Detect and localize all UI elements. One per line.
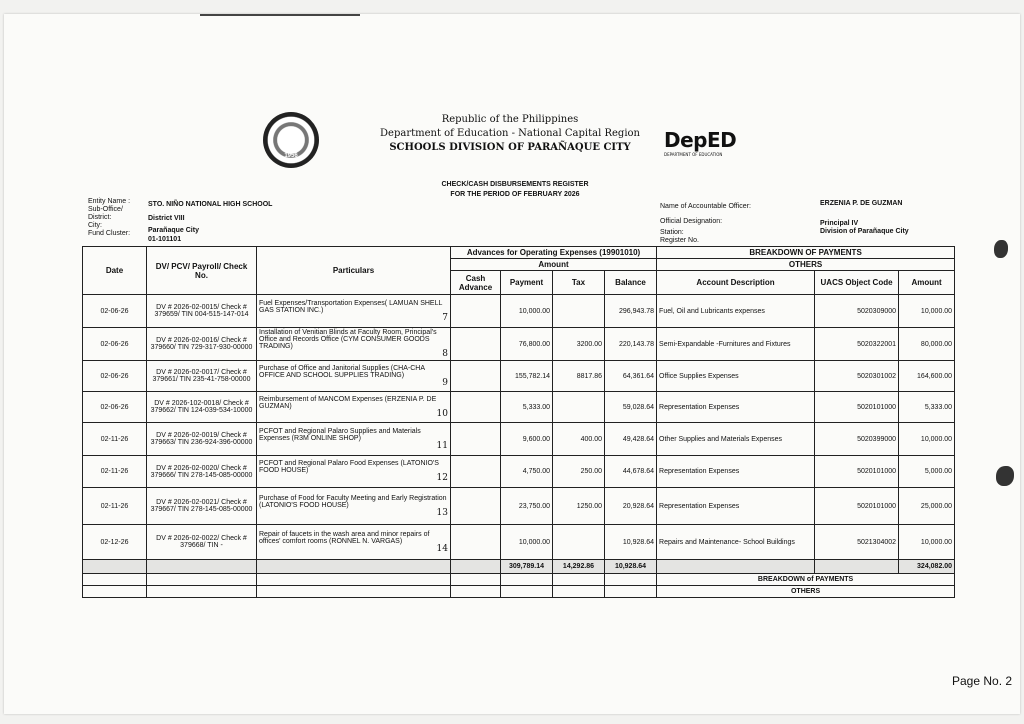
- scan-edge-line: [200, 14, 360, 16]
- row-cash-advance: [451, 361, 501, 392]
- footer-empty: [605, 586, 657, 598]
- row-tax: [553, 361, 605, 392]
- row-amount: [899, 295, 955, 328]
- total-payment: 309,789.14: [501, 560, 553, 574]
- row-dv: [147, 295, 257, 328]
- row-amount: [899, 328, 955, 361]
- letterhead-line2: Department of Education - National Capital Region: [380, 128, 640, 139]
- footer-others-row: [83, 586, 955, 598]
- row-amount-text: 80,000.00: [920, 340, 953, 348]
- handwritten-number: 8: [442, 349, 448, 359]
- footer-breakdown-row: [83, 574, 955, 586]
- handwritten-number: 13: [436, 507, 448, 518]
- row-cash-advance: [451, 328, 501, 361]
- col-advances: Advances for Operating Expenses (19901010): [451, 247, 657, 259]
- row-date: [83, 525, 147, 560]
- row-particulars-text: Purchase of Office and Janitorial Supplies (CHA-CHA OFFICE AND SCHOOL SUPPLIES TRADING): [259, 364, 425, 379]
- row-dv-text: DV # 2026-102-0018/ Check # 379662/ TIN 124-039-534-10000: [150, 400, 253, 414]
- fund-cluster-value: 01-101101: [148, 236, 182, 243]
- col-tax: Tax: [553, 271, 605, 295]
- row-uacs-text: 5021304002: [857, 538, 897, 546]
- row-balance-text: 59,028.64: [622, 403, 655, 411]
- row-tax-text: 1250.00: [576, 502, 602, 510]
- row-payment-text: 10,000.00: [518, 307, 550, 315]
- row-balance-text: 44,678.64: [622, 468, 655, 475]
- letterhead-line1: Republic of the Philippines: [441, 114, 579, 125]
- row-particulars-text: Fuel Expenses/Transportation Expenses( LAMUAN SHELL GAS STATION INC.): [259, 299, 443, 314]
- entity-label: Entity Name :: [88, 198, 131, 205]
- row-dv: [147, 488, 257, 525]
- row-uacs: [815, 423, 899, 456]
- row-account-description: [657, 361, 815, 392]
- row-dv-text: DV # 2026-02-0016/ Check # 379660/ TIN 729-317-930-00000: [150, 337, 253, 351]
- suboffice-label: Sub-Office/: [88, 206, 123, 213]
- row-tax: [553, 488, 605, 525]
- row-account-description-text: Representation Expenses: [659, 502, 740, 510]
- row-balance-text: 20,928.64: [622, 502, 655, 510]
- row-balance: [605, 525, 657, 560]
- row-particulars: [257, 488, 451, 525]
- footer-empty: [83, 586, 147, 598]
- col-dv: DV/ PCV/ Payroll/ Check No.: [147, 247, 257, 295]
- footer-empty: [147, 574, 257, 586]
- row-dv: [147, 456, 257, 488]
- col-cash-advance: Cash Advance: [451, 271, 501, 295]
- row-tax: [553, 525, 605, 560]
- col-account-description: Account Description: [657, 271, 815, 295]
- row-particulars-text: Installation of Venitian Blinds at Faculty Room, Principal's Office and Records Office (CYM CONSUMER GOODS TRADING): [259, 329, 437, 350]
- row-balance: [605, 423, 657, 456]
- row-balance: [605, 488, 657, 525]
- letterhead: [380, 113, 640, 155]
- register-no-label: Register No.: [660, 237, 699, 244]
- row-uacs: [815, 361, 899, 392]
- row-date: [83, 392, 147, 423]
- row-account-description-text: Representation Expenses: [659, 468, 740, 475]
- entity-name: STO. NIÑO NATIONAL HIGH SCHOOL: [148, 201, 273, 208]
- row-date: [83, 423, 147, 456]
- row-payment-text: 23,750.00: [518, 502, 550, 510]
- row-amount-text: 164,600.00: [917, 372, 953, 380]
- col-balance: Balance: [605, 271, 657, 295]
- table-row: [83, 525, 955, 560]
- row-dv-text: DV # 2026-02-0020/ Check # 379666/ TIN 278-145-085-00000: [150, 464, 253, 479]
- row-balance-text: 10,928.64: [622, 538, 655, 546]
- row-account-description-text: Semi-Expandable -Furnitures and Fixtures: [659, 340, 791, 348]
- row-dv: [147, 392, 257, 423]
- register-period: FOR THE PERIOD OF FEBRUARY 2026: [450, 191, 580, 198]
- row-payment: [501, 525, 553, 560]
- row-payment-text: 9,600.00: [522, 435, 550, 443]
- row-uacs-text: 5020309000: [857, 307, 897, 315]
- col-amount: Amount: [899, 271, 955, 295]
- footer-empty: [553, 586, 605, 598]
- row-date-text: 02-06-26: [100, 403, 129, 411]
- footer-empty: [451, 574, 501, 586]
- col-payment: Payment: [501, 271, 553, 295]
- row-balance: [605, 328, 657, 361]
- row-date-text: 02-06-26: [100, 372, 129, 380]
- col-particulars: Particulars: [257, 247, 451, 295]
- row-account-description: [657, 392, 815, 423]
- handwritten-number: 7: [442, 312, 448, 323]
- totals-empty-date: [83, 560, 147, 574]
- row-dv-text: DV # 2026-02-0015/ Check # 379659/ TIN 004-515-147-014: [154, 304, 249, 318]
- footer-empty: [147, 586, 257, 598]
- row-cash-advance: [451, 456, 501, 488]
- row-account-description: [657, 423, 815, 456]
- register-title-line1: CHECK/CASH DISBURSEMENTS REGISTER: [441, 181, 589, 188]
- table-row: [83, 423, 955, 456]
- row-balance: [605, 456, 657, 488]
- row-particulars: [257, 295, 451, 328]
- row-date-text: 02-11-26: [100, 468, 129, 475]
- row-account-description-text: Repairs and Maintenance- School Buildings: [659, 538, 795, 546]
- footer-empty: [83, 574, 147, 586]
- row-dv-text: DV # 2026-02-0017/ Check # 379661/ TIN 235-41-758-00000: [152, 369, 251, 383]
- table-row: [83, 295, 955, 328]
- row-uacs: [815, 392, 899, 423]
- row-payment: [501, 456, 553, 488]
- row-date-text: 02-12-26: [100, 538, 129, 546]
- row-particulars: [257, 423, 451, 456]
- row-payment: [501, 488, 553, 525]
- footer-empty: [257, 574, 451, 586]
- row-particulars-text: PCFOT and Regional Palaro Food Expenses (LATONIO'S FOOD HOUSE): [259, 460, 439, 474]
- row-payment-text: 10,000.00: [518, 538, 550, 546]
- footer-empty: [553, 574, 605, 586]
- row-cash-advance: [451, 525, 501, 560]
- footer-empty: [501, 574, 553, 586]
- row-payment: [501, 423, 553, 456]
- total-tax: 14,292.86: [553, 560, 605, 574]
- table-row: [83, 392, 955, 423]
- row-account-description: [657, 525, 815, 560]
- row-dv-text: DV # 2026-02-0021/ Check # 379667/ TIN 278-145-085-00000: [150, 499, 253, 513]
- row-balance: [605, 295, 657, 328]
- footer-breakdown: BREAKDOWN of PAYMENTS: [657, 574, 955, 586]
- row-tax: [553, 295, 605, 328]
- binder-clip-top: [994, 240, 1008, 258]
- row-particulars-text: Purchase of Food for Faculty Meeting and Early Registration (LATONIO'S FOOD HOUSE): [259, 494, 447, 509]
- row-balance-text: 220,143.78: [619, 340, 655, 348]
- table-row: [83, 361, 955, 392]
- row-dv: [147, 328, 257, 361]
- row-date-text: 02-11-26: [100, 502, 129, 510]
- row-tax: [553, 423, 605, 456]
- table-row: [83, 328, 955, 361]
- binder-clip-middle: [996, 466, 1014, 486]
- row-uacs: [815, 328, 899, 361]
- row-particulars-text: PCFOT and Regional Palaro Supplies and Materials Expenses (R3M ONLINE SHOP): [259, 427, 421, 442]
- station-label: Station:: [660, 229, 684, 236]
- handwritten-number: 11: [436, 440, 448, 451]
- handwritten-number: 14: [436, 543, 448, 554]
- row-balance-text: 64,361.64: [622, 372, 655, 380]
- row-particulars: [257, 328, 451, 361]
- row-account-description: [657, 456, 815, 488]
- deped-logo: [664, 128, 736, 157]
- row-date-text: 02-06-26: [100, 340, 129, 348]
- totals-empty-dv: [147, 560, 257, 574]
- row-amount: [899, 423, 955, 456]
- division-seal: [263, 112, 319, 168]
- disbursements-table: [82, 246, 955, 598]
- row-amount-text: 10,000.00: [920, 538, 953, 546]
- row-payment: [501, 392, 553, 423]
- footer-empty: [451, 586, 501, 598]
- totals-row: [83, 560, 955, 574]
- officer-labels: [660, 199, 751, 245]
- row-payment: [501, 328, 553, 361]
- row-date-text: 02-11-26: [100, 435, 129, 443]
- header-row-1: [83, 247, 955, 259]
- row-cash-advance: [451, 392, 501, 423]
- row-uacs-text: 5020322001: [857, 340, 897, 348]
- row-date: [83, 361, 147, 392]
- row-uacs-text: 5020101000: [857, 468, 897, 475]
- table-row: [83, 456, 955, 488]
- row-tax-text: 3200.00: [576, 340, 602, 348]
- row-account-description-text: Other Supplies and Materials Expenses: [659, 435, 783, 443]
- row-amount: [899, 392, 955, 423]
- designation-label: Official Designation:: [660, 218, 723, 225]
- row-particulars: [257, 525, 451, 560]
- register-title: [420, 180, 610, 200]
- row-cash-advance: [451, 295, 501, 328]
- row-account-description: [657, 488, 815, 525]
- row-account-description: [657, 295, 815, 328]
- row-payment-text: 155,782.14: [514, 372, 550, 380]
- letterhead-line3: SCHOOLS DIVISION OF PARAÑAQUE CITY: [389, 142, 631, 153]
- row-balance-text: 296,943.78: [619, 307, 655, 315]
- footer-empty: [501, 586, 553, 598]
- deped-logo-subtext: DEPARTMENT OF EDUCATION: [664, 152, 723, 157]
- row-amount-text: 5,000.00: [924, 468, 953, 475]
- row-tax: [553, 392, 605, 423]
- totals-empty-particulars: [257, 560, 451, 574]
- footer-empty: [257, 586, 451, 598]
- total-amount: 324,082.00: [899, 560, 955, 574]
- designation-value: Principal IV: [820, 220, 859, 227]
- total-balance: 10,928.64: [605, 560, 657, 574]
- row-dv: [147, 525, 257, 560]
- row-cash-advance: [451, 423, 501, 456]
- row-balance: [605, 361, 657, 392]
- officer-name-label: Name of Accountable Officer:: [660, 203, 751, 210]
- row-date: [83, 328, 147, 361]
- row-uacs-text: 5020101000: [857, 403, 897, 411]
- city-value: Parañaque City: [148, 227, 199, 234]
- officer-values: [820, 200, 909, 236]
- row-payment-text: 76,800.00: [518, 340, 550, 348]
- entity-values: [148, 199, 272, 244]
- row-dv-text: DV # 2026-02-0019/ Check # 379663/ TIN 236-924-396-00000: [150, 432, 253, 446]
- row-payment-text: 5,333.00: [522, 403, 550, 411]
- row-account-description-text: Fuel, Oil and Lubricants expenses: [659, 307, 765, 315]
- seal-year: 1956: [284, 153, 298, 159]
- row-particulars: [257, 361, 451, 392]
- entity-labels: [88, 198, 130, 238]
- row-uacs-text: 5020399000: [857, 435, 897, 443]
- row-particulars-text: Repair of faucets in the wash area and minor repairs of offices' comfort rooms (RONNEL N. VARGAS): [259, 530, 430, 545]
- row-tax-text: 8817.86: [576, 372, 602, 380]
- footer-empty: [605, 574, 657, 586]
- row-amount: [899, 488, 955, 525]
- row-uacs-text: 5020301002: [857, 372, 897, 380]
- handwritten-number: 12: [436, 473, 448, 483]
- row-uacs: [815, 488, 899, 525]
- officer-name: ERZENIA P. DE GUZMAN: [820, 200, 903, 207]
- totals-empty-cash: [451, 560, 501, 574]
- col-breakdown: BREAKDOWN OF PAYMENTS: [657, 247, 955, 259]
- totals-empty-uacs: [815, 560, 899, 574]
- row-particulars: [257, 392, 451, 423]
- row-date: [83, 488, 147, 525]
- row-payment-text: 4,750.00: [522, 468, 550, 475]
- row-amount: [899, 361, 955, 392]
- row-tax-text: 250.00: [580, 468, 602, 475]
- col-date: Date: [83, 247, 147, 295]
- row-dv-text: DV # 2026-02-0022/ Check # 379668/ TIN -: [156, 535, 247, 549]
- page-number: Page No. 2: [952, 674, 1013, 688]
- row-tax: [553, 328, 605, 361]
- row-account-description-text: Office Supplies Expenses: [659, 372, 739, 380]
- col-amount-group: Amount: [451, 259, 657, 271]
- row-dv: [147, 423, 257, 456]
- district-value: District VIII: [148, 215, 185, 222]
- row-balance: [605, 392, 657, 423]
- city-label: City:: [88, 222, 102, 229]
- col-others: OTHERS: [657, 259, 955, 271]
- table-row: [83, 488, 955, 525]
- footer-others: OTHERS: [657, 586, 955, 598]
- row-amount-text: 10,000.00: [920, 307, 953, 315]
- row-amount-text: 10,000.00: [920, 435, 953, 443]
- row-amount-text: 25,000.00: [920, 502, 953, 510]
- district-label: District:: [88, 214, 112, 221]
- row-uacs-text: 5020101000: [857, 502, 897, 510]
- row-account-description-text: Representation Expenses: [659, 403, 740, 411]
- fund-cluster-label: Fund Cluster:: [88, 230, 131, 237]
- row-amount: [899, 456, 955, 488]
- row-tax: [553, 456, 605, 488]
- row-date: [83, 456, 147, 488]
- row-tax-text: 400.00: [580, 435, 602, 443]
- row-balance-text: 49,428.64: [622, 435, 655, 443]
- row-date-text: 02-06-26: [100, 307, 129, 315]
- row-payment: [501, 361, 553, 392]
- row-uacs: [815, 525, 899, 560]
- row-date: [83, 295, 147, 328]
- row-uacs: [815, 295, 899, 328]
- deped-logo-text: DepED: [664, 128, 737, 152]
- row-payment: [501, 295, 553, 328]
- row-amount-text: 5,333.00: [924, 403, 953, 411]
- row-particulars-text: Reimbursement of MANCOM Expenses (ERZENIA P. DE GUZMAN): [259, 395, 437, 410]
- row-account-description: [657, 328, 815, 361]
- col-uacs: UACS Object Code: [815, 271, 899, 295]
- row-dv: [147, 361, 257, 392]
- totals-empty-account: [657, 560, 815, 574]
- row-particulars: [257, 456, 451, 488]
- row-cash-advance: [451, 488, 501, 525]
- handwritten-number: 9: [442, 377, 448, 388]
- row-amount: [899, 525, 955, 560]
- handwritten-number: 10: [436, 408, 448, 419]
- station-value: Division of Parañaque City: [820, 228, 909, 235]
- row-uacs: [815, 456, 899, 488]
